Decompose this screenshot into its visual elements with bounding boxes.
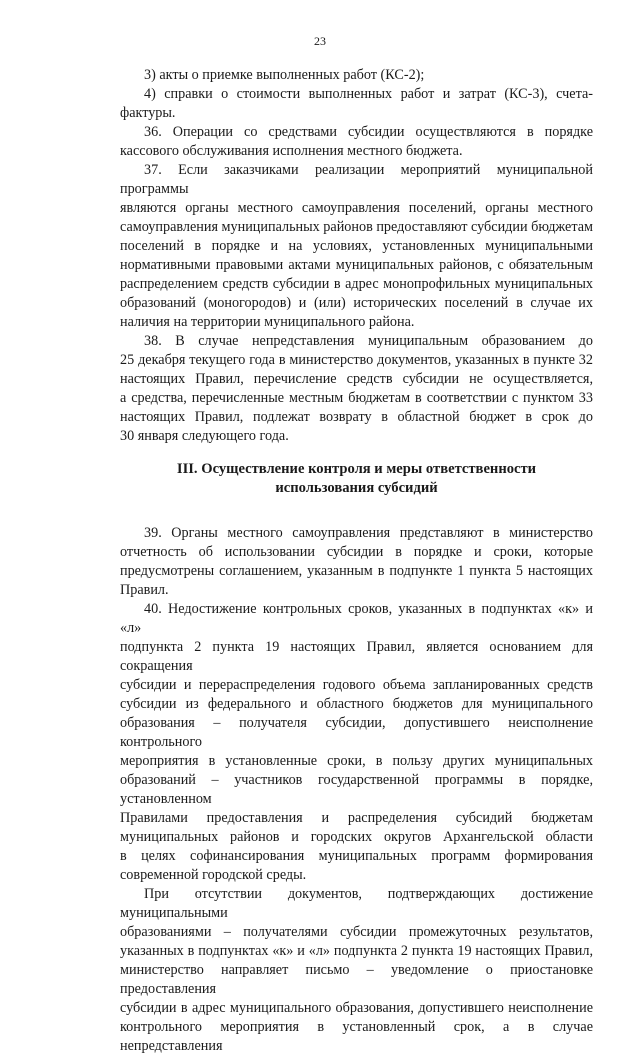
text-line: подпункта 2 пункта 19 настоящих Правил, является основанием для сокращения bbox=[120, 639, 593, 674]
text-line: самоуправления муниципальных районов предоставляют субсидии бюджетам bbox=[120, 219, 593, 235]
text-line: 4) справки о стоимости выполненных работ и затрат (КС-3), счета- bbox=[144, 86, 593, 102]
paragraph bbox=[120, 161, 593, 332]
text-line: современной городской среды. bbox=[120, 867, 307, 883]
text-line: 36. Операции со средствами субсидии осуществляются в порядке bbox=[144, 124, 593, 140]
text-line: Правилами предоставления и распределения субсидий бюджетам bbox=[120, 810, 593, 826]
text-line: мероприятия в установленные сроки, в пользу других муниципальных bbox=[120, 753, 593, 769]
paragraph bbox=[120, 524, 593, 600]
text-line: в целях софинансирования муниципальных программ формирования bbox=[120, 848, 593, 864]
text-line: При отсутствии документов, подтверждающих достижение муниципальными bbox=[120, 886, 593, 921]
text-line: кассового обслуживания исполнения местного бюджета. bbox=[120, 143, 463, 159]
paragraph bbox=[120, 600, 593, 885]
paragraph bbox=[120, 85, 593, 123]
text-line: настоящих Правил, подлежат возврату в областной бюджет в срок до bbox=[120, 409, 593, 425]
text-line: настоящих Правил, перечисление средств субсидии не осуществляется, bbox=[120, 371, 593, 387]
text-line: поселений в порядке и на условиях, установленных муниципальными bbox=[120, 238, 593, 254]
text-line: муниципальных районов и городских округов Архангельской области bbox=[120, 829, 593, 845]
text-line: а средства, перечисленные местным бюджетам в соответствии с пунктом 33 bbox=[120, 390, 593, 406]
text-line: контрольного мероприятия в установленный срок, а в случае непредставления bbox=[120, 1019, 593, 1054]
text-line: субсидии из федерального и областного бюджетов для муниципального bbox=[120, 696, 593, 712]
text-line: 38. В случае непредставления муниципальным образованием до bbox=[144, 333, 593, 349]
text-line: отчетность об использовании субсидии в порядке и сроки, которые bbox=[120, 544, 593, 560]
text-line: 30 января следующего года. bbox=[120, 428, 289, 444]
text-line: распределением средств субсидии в адрес монопрофильных муниципальных bbox=[120, 276, 593, 292]
text-line: 25 декабря текущего года в министерство документов, указанных в пункте 32 bbox=[120, 352, 593, 368]
text-line: образований (моногородов) и (или) исторических поселений в случае их bbox=[120, 295, 593, 311]
paragraph bbox=[120, 123, 593, 161]
text-line: субсидии и перераспределения годового объема запланированных средств bbox=[120, 677, 593, 693]
text-line: образований – участников государственной программы в порядке, установленном bbox=[120, 772, 593, 807]
text-line: образованиями – получателями субсидии промежуточных результатов, bbox=[120, 924, 593, 940]
text-line: образования – получателя субсидии, допустившего неисполнение контрольного bbox=[120, 715, 593, 750]
section-heading-line-2: использования субсидий bbox=[275, 480, 438, 496]
paragraphs-after-heading bbox=[120, 524, 593, 1056]
text-line: наличия на территории муниципального района. bbox=[120, 314, 415, 330]
paragraph bbox=[120, 66, 593, 85]
text-line: 39. Органы местного самоуправления представляют в министерство bbox=[144, 525, 593, 541]
text-line: 3) акты о приемке выполненных работ (КС-2); bbox=[144, 67, 425, 83]
document-body bbox=[120, 66, 593, 1056]
paragraph bbox=[120, 885, 593, 1056]
text-line: фактуры. bbox=[120, 105, 176, 121]
section-heading-line-1: III. Осуществление контроля и меры ответственности bbox=[176, 461, 537, 477]
text-line: нормативными правовыми актами муниципальных районов, с обязательным bbox=[120, 257, 593, 273]
text-line: Правил. bbox=[120, 582, 169, 598]
text-line: министерство направляет письмо – уведомление о приостановке предоставления bbox=[120, 962, 593, 997]
paragraphs-before-heading bbox=[120, 66, 593, 446]
page-number: 23 bbox=[314, 34, 326, 48]
text-line: субсидии в адрес муниципального образования, допустившего неисполнение bbox=[120, 1000, 593, 1016]
text-line: предусмотрены соглашением, указанным в подпункте 1 пункта 5 настоящих bbox=[120, 563, 593, 579]
text-line: являются органы местного самоуправления поселений, органы местного bbox=[120, 200, 593, 216]
text-line: 40. Недостижение контрольных сроков, указанных в подпунктах «к» и «л» bbox=[120, 601, 593, 636]
text-line: 37. Если заказчиками реализации мероприятий муниципальной программы bbox=[120, 162, 593, 197]
paragraph bbox=[120, 332, 593, 446]
text-line: указанных в подпунктах «к» и «л» подпункта 2 пункта 19 настоящих Правил, bbox=[120, 943, 593, 959]
